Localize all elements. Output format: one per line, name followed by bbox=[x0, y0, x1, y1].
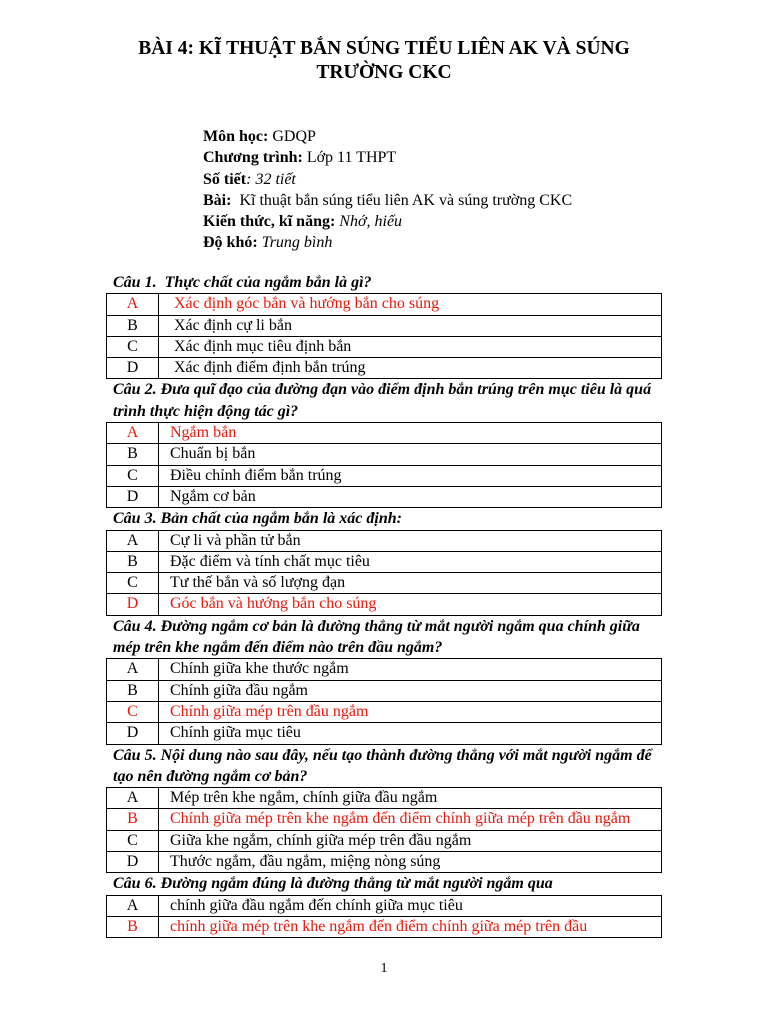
answer-letter: A bbox=[107, 530, 159, 551]
answer-row bbox=[107, 830, 662, 851]
answer-text: Ngắm cơ bản bbox=[159, 486, 662, 507]
lesson-info-row bbox=[203, 211, 572, 232]
answer-row bbox=[107, 336, 662, 357]
answer-row-correct bbox=[107, 701, 662, 722]
lesson-info-value: Kĩ thuật bắn súng tiểu liên AK và súng trường CKC bbox=[231, 191, 573, 209]
answer-row-correct bbox=[107, 916, 662, 937]
answer-text: Xác định góc bắn và hướng bắn cho súng bbox=[159, 294, 662, 315]
answer-text: chính giữa mép trên khe ngắm đến điểm chính giữa mép trên đầu bbox=[159, 916, 662, 937]
lesson-info-label: Môn học: bbox=[203, 128, 269, 145]
answer-letter: A bbox=[107, 659, 159, 680]
lesson-info-value: Nhớ, hiểu bbox=[335, 213, 403, 231]
lesson-info-label: Số tiết bbox=[203, 170, 247, 188]
answer-letter: C bbox=[107, 830, 159, 851]
answer-letter: B bbox=[107, 444, 159, 465]
answer-row bbox=[107, 895, 662, 916]
answer-row bbox=[107, 530, 662, 551]
answer-letter: B bbox=[107, 809, 159, 830]
answer-row bbox=[107, 551, 662, 572]
lesson-info-row bbox=[203, 169, 572, 190]
answer-table bbox=[106, 293, 662, 379]
answer-row bbox=[107, 788, 662, 809]
lesson-info bbox=[203, 126, 572, 254]
lesson-info-value: Lớp 11 THPT bbox=[302, 149, 397, 167]
question-text: Câu 4. Đường ngắm cơ bản là đường thẳng từ mắt người ngắm qua chính giữa mép trên khe ngắm đến điểm nào trên đầu ngắm? bbox=[113, 617, 644, 657]
answer-row bbox=[107, 465, 662, 486]
answer-row-correct bbox=[107, 423, 662, 444]
answer-row bbox=[107, 358, 662, 379]
lesson-info-row bbox=[203, 126, 572, 147]
answer-letter: A bbox=[107, 788, 159, 809]
lesson-info-value: Trung bình bbox=[257, 234, 333, 252]
lesson-info-label: Độ khó: bbox=[203, 234, 258, 252]
answer-letter: B bbox=[107, 680, 159, 701]
answer-row-correct bbox=[107, 809, 662, 830]
answer-letter: D bbox=[107, 594, 159, 615]
lesson-info-row bbox=[203, 232, 572, 253]
answer-row bbox=[107, 723, 662, 744]
answer-text: Chính giữa mép trên khe ngắm đến điểm chính giữa mép trên đầu ngắm bbox=[159, 809, 662, 830]
answer-text: Chính giữa đầu ngắm bbox=[159, 680, 662, 701]
answer-text: Tư thế bắn và số lượng đạn bbox=[159, 573, 662, 594]
title-line-2: TRƯỜNG CKC bbox=[316, 62, 452, 83]
answer-text: Mép trên khe ngắm, chính giữa đầu ngắm bbox=[159, 788, 662, 809]
lesson-info-label: Kiến thức, kĩ năng: bbox=[203, 213, 336, 231]
answer-text: Đặc điểm và tính chất mục tiêu bbox=[159, 551, 662, 572]
lesson-info-row bbox=[203, 190, 572, 211]
answer-text: chính giữa đầu ngắm đến chính giữa mục tiêu bbox=[159, 895, 662, 916]
answer-text: Góc bắn và hướng bắn cho súng bbox=[159, 594, 662, 615]
question-text: Câu 5. Nội dung nào sau đây, nếu tạo thành đường thẳng với mắt người ngắm để tạo nên đường ngắm cơ bản? bbox=[113, 746, 656, 785]
answer-table bbox=[106, 787, 662, 873]
answer-text: Chính giữa mép trên đầu ngắm bbox=[159, 701, 662, 722]
answer-row bbox=[107, 315, 662, 336]
answer-letter: B bbox=[107, 315, 159, 336]
answer-letter: D bbox=[107, 852, 159, 873]
answer-row bbox=[107, 573, 662, 594]
question-text: Câu 6. Đường ngắm đúng là đường thẳng từ mắt người ngắm qua bbox=[113, 875, 553, 893]
answer-letter: D bbox=[107, 723, 159, 744]
answer-letter: B bbox=[107, 916, 159, 937]
answer-letter: D bbox=[107, 358, 159, 379]
answer-row bbox=[107, 486, 662, 507]
question-text: Câu 2. Đưa quĩ đạo của đường đạn vào điểm định bắn trúng trên mục tiêu là quá trình thực hiện động tác gì? bbox=[113, 381, 656, 420]
answer-letter: C bbox=[107, 465, 159, 486]
answer-row bbox=[107, 852, 662, 873]
answer-letter: A bbox=[107, 895, 159, 916]
answer-row-correct bbox=[107, 294, 662, 315]
answer-letter: C bbox=[107, 573, 159, 594]
lesson-info-label: Chương trình: bbox=[203, 149, 303, 167]
answer-row bbox=[107, 680, 662, 701]
answer-letter: D bbox=[107, 486, 159, 507]
answer-letter: C bbox=[107, 701, 159, 722]
answer-table bbox=[106, 895, 662, 939]
answer-text: Chuẩn bị bắn bbox=[159, 444, 662, 465]
answer-text: Xác định điểm định bắn trúng bbox=[159, 358, 662, 379]
answer-text: Cự li và phần tử bắn bbox=[159, 530, 662, 551]
lesson-info-value: GDQP bbox=[268, 128, 316, 145]
answer-text: Ngắm bắn bbox=[159, 423, 662, 444]
answer-row-correct bbox=[107, 594, 662, 615]
answer-text: Xác định mục tiêu định bắn bbox=[159, 336, 662, 357]
answer-table bbox=[106, 658, 662, 744]
lesson-info-label: Bài: bbox=[203, 191, 232, 209]
page-number: 1 bbox=[380, 961, 388, 976]
answer-text: Điều chỉnh điểm bắn trúng bbox=[159, 465, 662, 486]
answer-text: Chính giữa khe thước ngắm bbox=[159, 659, 662, 680]
title-line-1: BÀI 4: KĨ THUẬT BẮN SÚNG TIỂU LIÊN AK VÀ SÚNG bbox=[138, 38, 630, 59]
page-title bbox=[60, 37, 708, 85]
answer-row bbox=[107, 659, 662, 680]
lesson-info-row bbox=[203, 147, 572, 168]
answer-letter: A bbox=[107, 423, 159, 444]
answer-table bbox=[106, 530, 662, 616]
question-list bbox=[112, 272, 668, 938]
question-text: Câu 3. Bản chất của ngắm bắn là xác định: bbox=[113, 510, 402, 528]
answer-letter: C bbox=[107, 336, 159, 357]
answer-row bbox=[107, 444, 662, 465]
answer-text: Xác định cự li bắn bbox=[159, 315, 662, 336]
answer-text: Giữa khe ngắm, chính giữa mép trên đầu ngắm bbox=[159, 830, 662, 851]
answer-letter: B bbox=[107, 551, 159, 572]
question-text: Câu 1. Thực chất của ngắm bắn là gì? bbox=[113, 274, 372, 291]
answer-table bbox=[106, 422, 662, 508]
answer-text: Chính giữa mục tiêu bbox=[159, 723, 662, 744]
answer-text: Thước ngắm, đầu ngắm, miệng nòng súng bbox=[159, 852, 662, 873]
answer-letter: A bbox=[107, 294, 159, 315]
lesson-info-value: : 32 tiết bbox=[246, 170, 296, 188]
